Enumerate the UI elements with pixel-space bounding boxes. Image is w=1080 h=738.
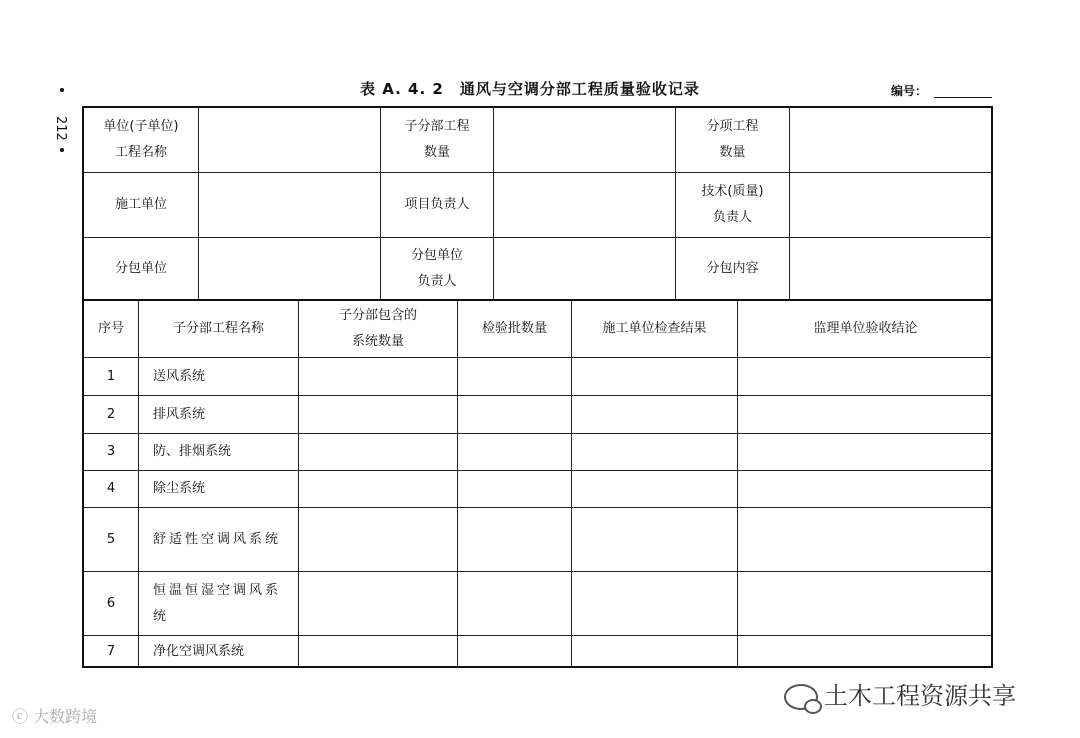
watermark-left: ⓒ 大数跨境 [12,707,98,726]
row-system-count[interactable] [299,358,458,396]
row-supervision-conclusion[interactable] [738,396,993,434]
row-index: 3 [84,434,139,471]
row-supervision-conclusion[interactable] [738,434,993,471]
project-manager-label: 项目负责人 [381,173,494,238]
subcontractor-label: 分包单位 [84,238,199,301]
row-inspection-lot-count[interactable] [458,396,572,434]
margin-dot [60,88,64,92]
row-index: 5 [84,508,139,572]
row-sub-division-name: 除尘系统 [139,471,299,508]
wechat-icon [784,684,818,710]
row-supervision-conclusion[interactable] [738,358,993,396]
row-inspection-lot-count[interactable] [458,636,572,668]
row-sub-division-name: 防、排烟系统 [139,434,299,471]
technical-manager-label: 技术(质量) 负责人 [676,173,790,238]
row-construction-check-result[interactable] [572,508,738,572]
unit-project-name-label: 单位(子单位) 工程名称 [84,108,199,173]
row-construction-check-result[interactable] [572,358,738,396]
row-supervision-conclusion[interactable] [738,572,993,636]
row-system-count[interactable] [299,396,458,434]
acceptance-record-table [82,106,993,668]
col-header-index: 序号 [84,301,139,358]
row-index: 7 [84,636,139,668]
subcontract-content-value[interactable] [790,238,993,301]
row-system-count[interactable] [299,508,458,572]
row-index: 6 [84,572,139,636]
sub-division-count-value[interactable] [494,108,676,173]
construction-unit-value[interactable] [199,173,381,238]
row-system-count[interactable] [299,434,458,471]
row-system-count[interactable] [299,636,458,668]
row-index: 2 [84,396,139,434]
construction-unit-label: 施工单位 [84,173,199,238]
row-sub-division-name: 排风系统 [139,396,299,434]
row-supervision-conclusion[interactable] [738,508,993,572]
row-inspection-lot-count[interactable] [458,434,572,471]
row-supervision-conclusion[interactable] [738,636,993,668]
row-construction-check-result[interactable] [572,471,738,508]
subcontractor-manager-value[interactable] [494,238,676,301]
row-sub-division-name: 舒适性空调风系统 [139,508,299,572]
serial-number-field[interactable] [934,97,992,98]
subcontract-content-label: 分包内容 [676,238,790,301]
row-inspection-lot-count[interactable] [458,572,572,636]
col-header-construction-check-result: 施工单位检查结果 [572,301,738,358]
col-header-system-count: 子分部包含的 系统数量 [299,301,458,358]
row-index: 4 [84,471,139,508]
col-header-sub-division-name: 子分部工程名称 [139,301,299,358]
sub-item-count-label: 分项工程 数量 [676,108,790,173]
table-title: 表 A. 4. 2 通风与空调分部工程质量验收记录 [360,80,700,98]
col-header-supervision-conclusion: 监理单位验收结论 [738,301,993,358]
row-sub-division-name: 净化空调风系统 [139,636,299,668]
sub-item-count-value[interactable] [790,108,993,173]
page-number: 212 [53,116,68,141]
logo-icon: ⓒ [12,707,34,726]
row-inspection-lot-count[interactable] [458,508,572,572]
row-index: 1 [84,358,139,396]
subcontractor-manager-label: 分包单位 负责人 [381,238,494,301]
row-construction-check-result[interactable] [572,572,738,636]
watermark-right: 土木工程资源共享 [784,676,1016,711]
col-header-inspection-lot-count: 检验批数量 [458,301,572,358]
row-inspection-lot-count[interactable] [458,358,572,396]
row-construction-check-result[interactable] [572,636,738,668]
serial-number-label: 编号： [891,84,928,98]
row-inspection-lot-count[interactable] [458,471,572,508]
technical-manager-value[interactable] [790,173,993,238]
row-sub-division-name: 送风系统 [139,358,299,396]
row-construction-check-result[interactable] [572,434,738,471]
sub-division-count-label: 子分部工程 数量 [381,108,494,173]
margin-dot [60,148,64,152]
subcontractor-value[interactable] [199,238,381,301]
row-construction-check-result[interactable] [572,396,738,434]
unit-project-name-value[interactable] [199,108,381,173]
row-system-count[interactable] [299,572,458,636]
project-manager-value[interactable] [494,173,676,238]
row-system-count[interactable] [299,471,458,508]
row-sub-division-name: 恒温恒湿空调风系统 [139,572,299,636]
row-supervision-conclusion[interactable] [738,471,993,508]
